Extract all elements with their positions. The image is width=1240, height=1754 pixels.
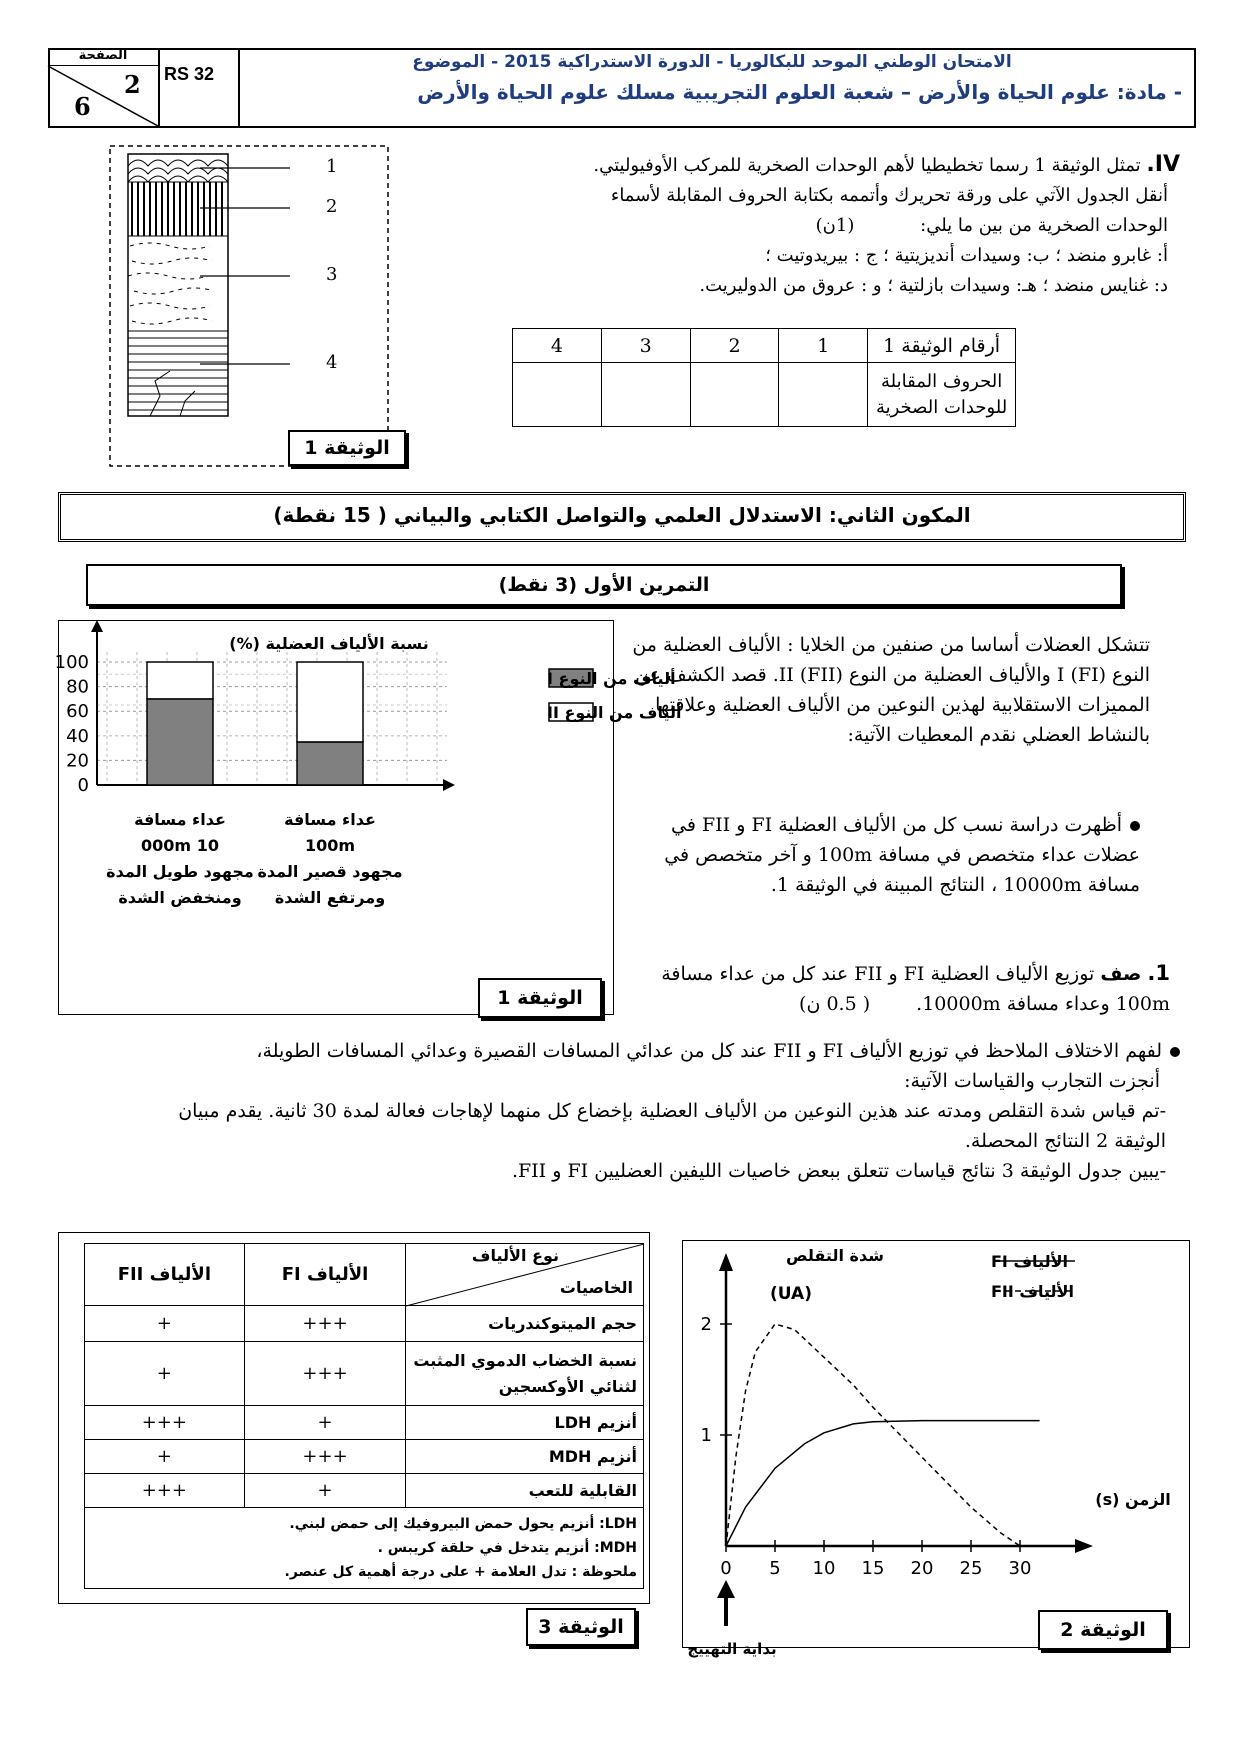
series-fii-line — [726, 1324, 1020, 1546]
ophiolite-svg — [110, 146, 388, 466]
doc2-label: الوثيقة 2 — [1038, 1610, 1168, 1650]
bar-grid-group — [55, 620, 682, 907]
q4-answer-cell — [779, 363, 868, 427]
bullet2-dash1: -تم قياس شدة التقلص ومدته عند هذين النوعين من الألياف العضلية بإخضاع كل منهما لإهاجات فعالة لمدة 30 ثانية. يقدم مبيان الوثيقة 2 النتائج المحصلة. — [178, 1100, 1166, 1152]
legend-label: الألياف FI — [991, 1252, 1068, 1271]
y-axis-label: نسبة الألياف العضلية (%) — [229, 634, 429, 653]
q4-opt-f: و : عروق من الدوليريت. — [699, 275, 882, 296]
doc3-note-legend: ملحوظة : تدل العلامة + على درجة أهمية كل عنصر. — [284, 1564, 637, 1580]
doc3-col-fii: الألياف FII — [85, 1244, 245, 1306]
header-title-line2: - مادة: علوم الحياة والأرض – شعبة العلوم التجريبية مسلك علوم الحياة والأرض — [417, 80, 1182, 104]
category-label: 100m — [304, 836, 356, 855]
stimulus-label: بداية التهييج — [687, 1640, 777, 1658]
q4-line3: الوحدات الصخرية من بين ما يلي: — [920, 215, 1168, 236]
doc3-cell-fii: +++ — [85, 1474, 245, 1508]
q4-opt-c: ج : بيريدوتيت — [776, 245, 878, 266]
intro-text — [630, 630, 1150, 750]
question-4 — [400, 150, 1180, 301]
doc2-chart-box — [682, 1240, 1190, 1658]
y-axis-label: شدة التقلص — [786, 1246, 884, 1265]
table-row — [85, 1440, 644, 1474]
bullet2-line2: أنجزت التجارب والقياسات الآتية: — [904, 1070, 1160, 1092]
table-row — [85, 1342, 644, 1406]
category-label: عداء مسافة — [284, 810, 376, 829]
sep: ؛ — [887, 275, 894, 296]
layer-2-dikes — [132, 182, 222, 236]
bullet1-text: أظهرت دراسة نسب كل من الألياف العضلية FI و FII في عضلات عداء متخصص في مسافة 100m و آخر متخصص في مسافة 10000m ، النتائج المبينة في الوثيقة 1. — [664, 814, 1140, 896]
category-label: عداء مسافة — [134, 810, 226, 829]
q4-num-2: 2 — [690, 329, 779, 363]
page-number-box — [48, 48, 160, 128]
doc3-cell-fi: +++ — [244, 1440, 406, 1474]
bullet-icon — [1130, 821, 1140, 831]
q4-line2: أنقل الجدول الآتي على ورقة تحريرك وأتممه بكتابة الحروف المقابلة لأسماء — [610, 185, 1168, 206]
line-chart — [683, 1241, 1191, 1658]
page-label: الصفحة — [48, 48, 158, 66]
exercise-title: التمرين الأول (3 نقط) — [86, 564, 1122, 606]
exam-code: RS 32 — [160, 48, 240, 128]
y-tick-label: 100 — [54, 652, 89, 673]
table-row — [85, 1508, 644, 1589]
x-tick-label: 0 — [720, 1558, 732, 1579]
doc3-table — [84, 1243, 644, 1589]
y-tick-label: 1 — [700, 1425, 712, 1446]
y-axis-arrow — [91, 620, 103, 632]
bar-type-ii — [147, 662, 213, 699]
sep: ؛ — [1042, 275, 1049, 296]
stimulus-arrow-head — [717, 1580, 735, 1598]
table-row — [85, 1306, 644, 1342]
q1-number: 1. — [1147, 961, 1170, 985]
doc3-corner-bottom: الخاصيات — [559, 1278, 633, 1297]
page-diagonal — [48, 66, 158, 126]
component-title: المكون الثاني: الاستدلال العلمي والتواصل الكتابي والبياني ( 15 نقطة) — [58, 492, 1186, 542]
legend-label: ألياف من النوع II — [547, 703, 682, 722]
q4-table-head: أرقام الوثيقة 1 — [868, 329, 1016, 363]
bar-chart — [54, 621, 682, 1016]
intro-fi: (FI) — [1070, 664, 1106, 686]
y-tick-label: 40 — [66, 725, 89, 747]
layer-number-4: 4 — [326, 352, 338, 373]
doc3-notes — [85, 1508, 644, 1589]
doc3-col-fi: الألياف FI — [244, 1244, 406, 1306]
q4-answer-cell — [690, 363, 779, 427]
intro-text1: تتشكل العضلات أساسا من صنفين من الخلايا : الألياف العضلية من النوع I — [632, 634, 1150, 686]
doc3-row-name: أنزيم MDH — [406, 1440, 644, 1474]
legend-label: الألياف FII — [991, 1282, 1074, 1301]
doc3-row-name: حجم الميتوكندريات — [406, 1306, 644, 1342]
ophiolite-diagram — [110, 146, 388, 466]
category-label: 10 000m — [141, 836, 219, 855]
doc3-label: الوثيقة 3 — [526, 1608, 636, 1646]
layer-3-gabbro — [128, 243, 214, 324]
q4-answer-cell — [513, 363, 602, 427]
x-tick-label: 10 — [812, 1558, 836, 1579]
y-tick-label: 80 — [66, 676, 89, 698]
q1-points: ( 0.5 ن) — [799, 993, 871, 1015]
category-label: مجهود طويل المدة — [106, 862, 254, 881]
intro-text3: قصد الكشف عن المميزات الاستقلابية لهذين النوعين من الألياف العضلية وعلاقتها بالنشاط العضلي نقدم المعطيات الآتية: — [635, 664, 1150, 746]
doc3-corner-top: نوع الألياف — [471, 1246, 559, 1265]
series-fi-line — [726, 1421, 1040, 1546]
y-axis-arrow — [719, 1253, 733, 1271]
doc3-row-name: أنزيم LDH — [406, 1406, 644, 1440]
doc3-corner-cell — [406, 1244, 644, 1306]
table-row — [85, 1474, 644, 1508]
doc3-cell-fi: + — [244, 1474, 406, 1508]
x-tick-label: 5 — [769, 1558, 781, 1579]
doc3-cell-fi: + — [244, 1406, 406, 1440]
doc3-note-ldh: LDH: أنزيم يحول حمض البيروفيك إلى حمض لبني. — [289, 1516, 637, 1532]
q4-line1: تمثل الوثيقة 1 رسما تخطيطيا لأهم الوحدات الصخرية للمركب الأوفيوليتي. — [593, 155, 1141, 176]
y-tick-label: 60 — [66, 701, 89, 723]
layer-number-3: 3 — [326, 264, 338, 285]
doc3-cell-fii: + — [85, 1342, 245, 1406]
q4-opt-e: هـ: وسيدات بازلتية — [898, 275, 1037, 296]
q4-answer-cell — [601, 363, 690, 427]
q1-verb: صف — [1100, 963, 1142, 985]
sep: ؛ — [1055, 245, 1062, 266]
intro-fii: (FII). — [772, 664, 843, 686]
sep: ؛ — [765, 245, 771, 266]
x-tick-label: 15 — [861, 1558, 885, 1579]
doc3-cell-fii: +++ — [85, 1406, 245, 1440]
bar-type-i — [147, 699, 213, 785]
x-axis-arrow — [443, 779, 455, 791]
page-number: 2 — [124, 70, 141, 99]
bullet2-dash2: -يبين جدول الوثيقة 3 نتائج قياسات تتعلق ببعض خاصيات الليفين العضليين FI و FII. — [511, 1160, 1166, 1182]
doc3-cell-fi: +++ — [244, 1342, 406, 1406]
y-tick-label: 0 — [77, 775, 89, 796]
header-title-line1: الامتحان الوطني الموحد للبكالوريا - الدورة الاستدراكية 2015 - الموضوع — [412, 52, 1012, 72]
q4-num-1: 1 — [779, 329, 868, 363]
doc3-cell-fii: + — [85, 1440, 245, 1474]
question-1 — [630, 958, 1170, 1019]
q1-text: توزيع الألياف العضلية FI و FII عند كل من عداء مسافة 100m وعداء مسافة 10000m. — [661, 963, 1170, 1015]
bullet2-line1: لفهم الاختلاف الملاحظ في توزيع الألياف FI و FII عند كل من عدائي المسافات القصيرة وعدائي المسافات الطويلة، — [256, 1040, 1162, 1062]
page-total: 6 — [74, 92, 91, 121]
header-title — [240, 48, 1196, 128]
sep: ؛ — [883, 245, 889, 266]
q4-points: (1ن) — [815, 215, 855, 236]
q4-table-row-label: الحروف المقابلة للوحدات الصخرية — [868, 363, 1016, 427]
x-tick-label: 25 — [959, 1558, 983, 1579]
category-label: مجهود قصير المدة — [257, 862, 403, 881]
q4-answer-table — [512, 328, 1016, 427]
x-axis-label: الزمن (s) — [1095, 1490, 1171, 1509]
doc3-row-name: نسبة الخضاب الدموي المثبت لثنائي الأوكسجين — [406, 1342, 644, 1406]
q4-num-4: 4 — [513, 329, 602, 363]
y-tick-label: 2 — [700, 1314, 712, 1335]
x-tick-label: 30 — [1008, 1558, 1032, 1579]
doc3-row-name: القابلية للتعب — [406, 1474, 644, 1508]
doc1-label-chart: الوثيقة 1 — [478, 978, 602, 1018]
doc3-cell-fii: + — [85, 1306, 245, 1342]
layer-number-1: 1 — [326, 156, 338, 177]
intro-bullet1 — [640, 810, 1140, 900]
bar-type-ii — [297, 662, 363, 742]
table-row — [85, 1406, 644, 1440]
bullet2 — [70, 1036, 1180, 1186]
q4-opt-a: أ: غابرو منضد — [1066, 245, 1168, 266]
layer-4-peridotite — [128, 338, 228, 416]
x-tick-label: 20 — [910, 1558, 934, 1579]
y-axis-unit: (UA) — [770, 1284, 812, 1304]
doc3-cell-fi: +++ — [244, 1306, 406, 1342]
bullet-icon — [1170, 1047, 1180, 1057]
q4-opt-b: ب: وسيدات أنديزيتية — [894, 245, 1050, 266]
doc1-chart-box — [54, 620, 682, 1015]
doc1-label-rocks: الوثيقة 1 — [288, 430, 406, 466]
y-tick-label: 20 — [66, 750, 89, 772]
category-label: ومرتفع الشدة — [274, 888, 386, 907]
category-label: ومنخفض الشدة — [118, 888, 242, 907]
bar-type-i — [297, 742, 363, 785]
legend-label: ألياف من النوع I — [547, 669, 676, 688]
intro-text2: والألياف العضلية من النوع II — [778, 664, 1051, 686]
x-axis-arrow — [1075, 1539, 1093, 1553]
q4-num-3: 3 — [601, 329, 690, 363]
q4-number: IV. — [1146, 152, 1180, 177]
layer-number-2: 2 — [326, 196, 338, 217]
q4-opt-d: د: غنايس منضد — [1054, 275, 1168, 296]
doc3-note-mdh: MDH: أنزيم يتدخل في حلقة كريبس . — [377, 1540, 637, 1556]
